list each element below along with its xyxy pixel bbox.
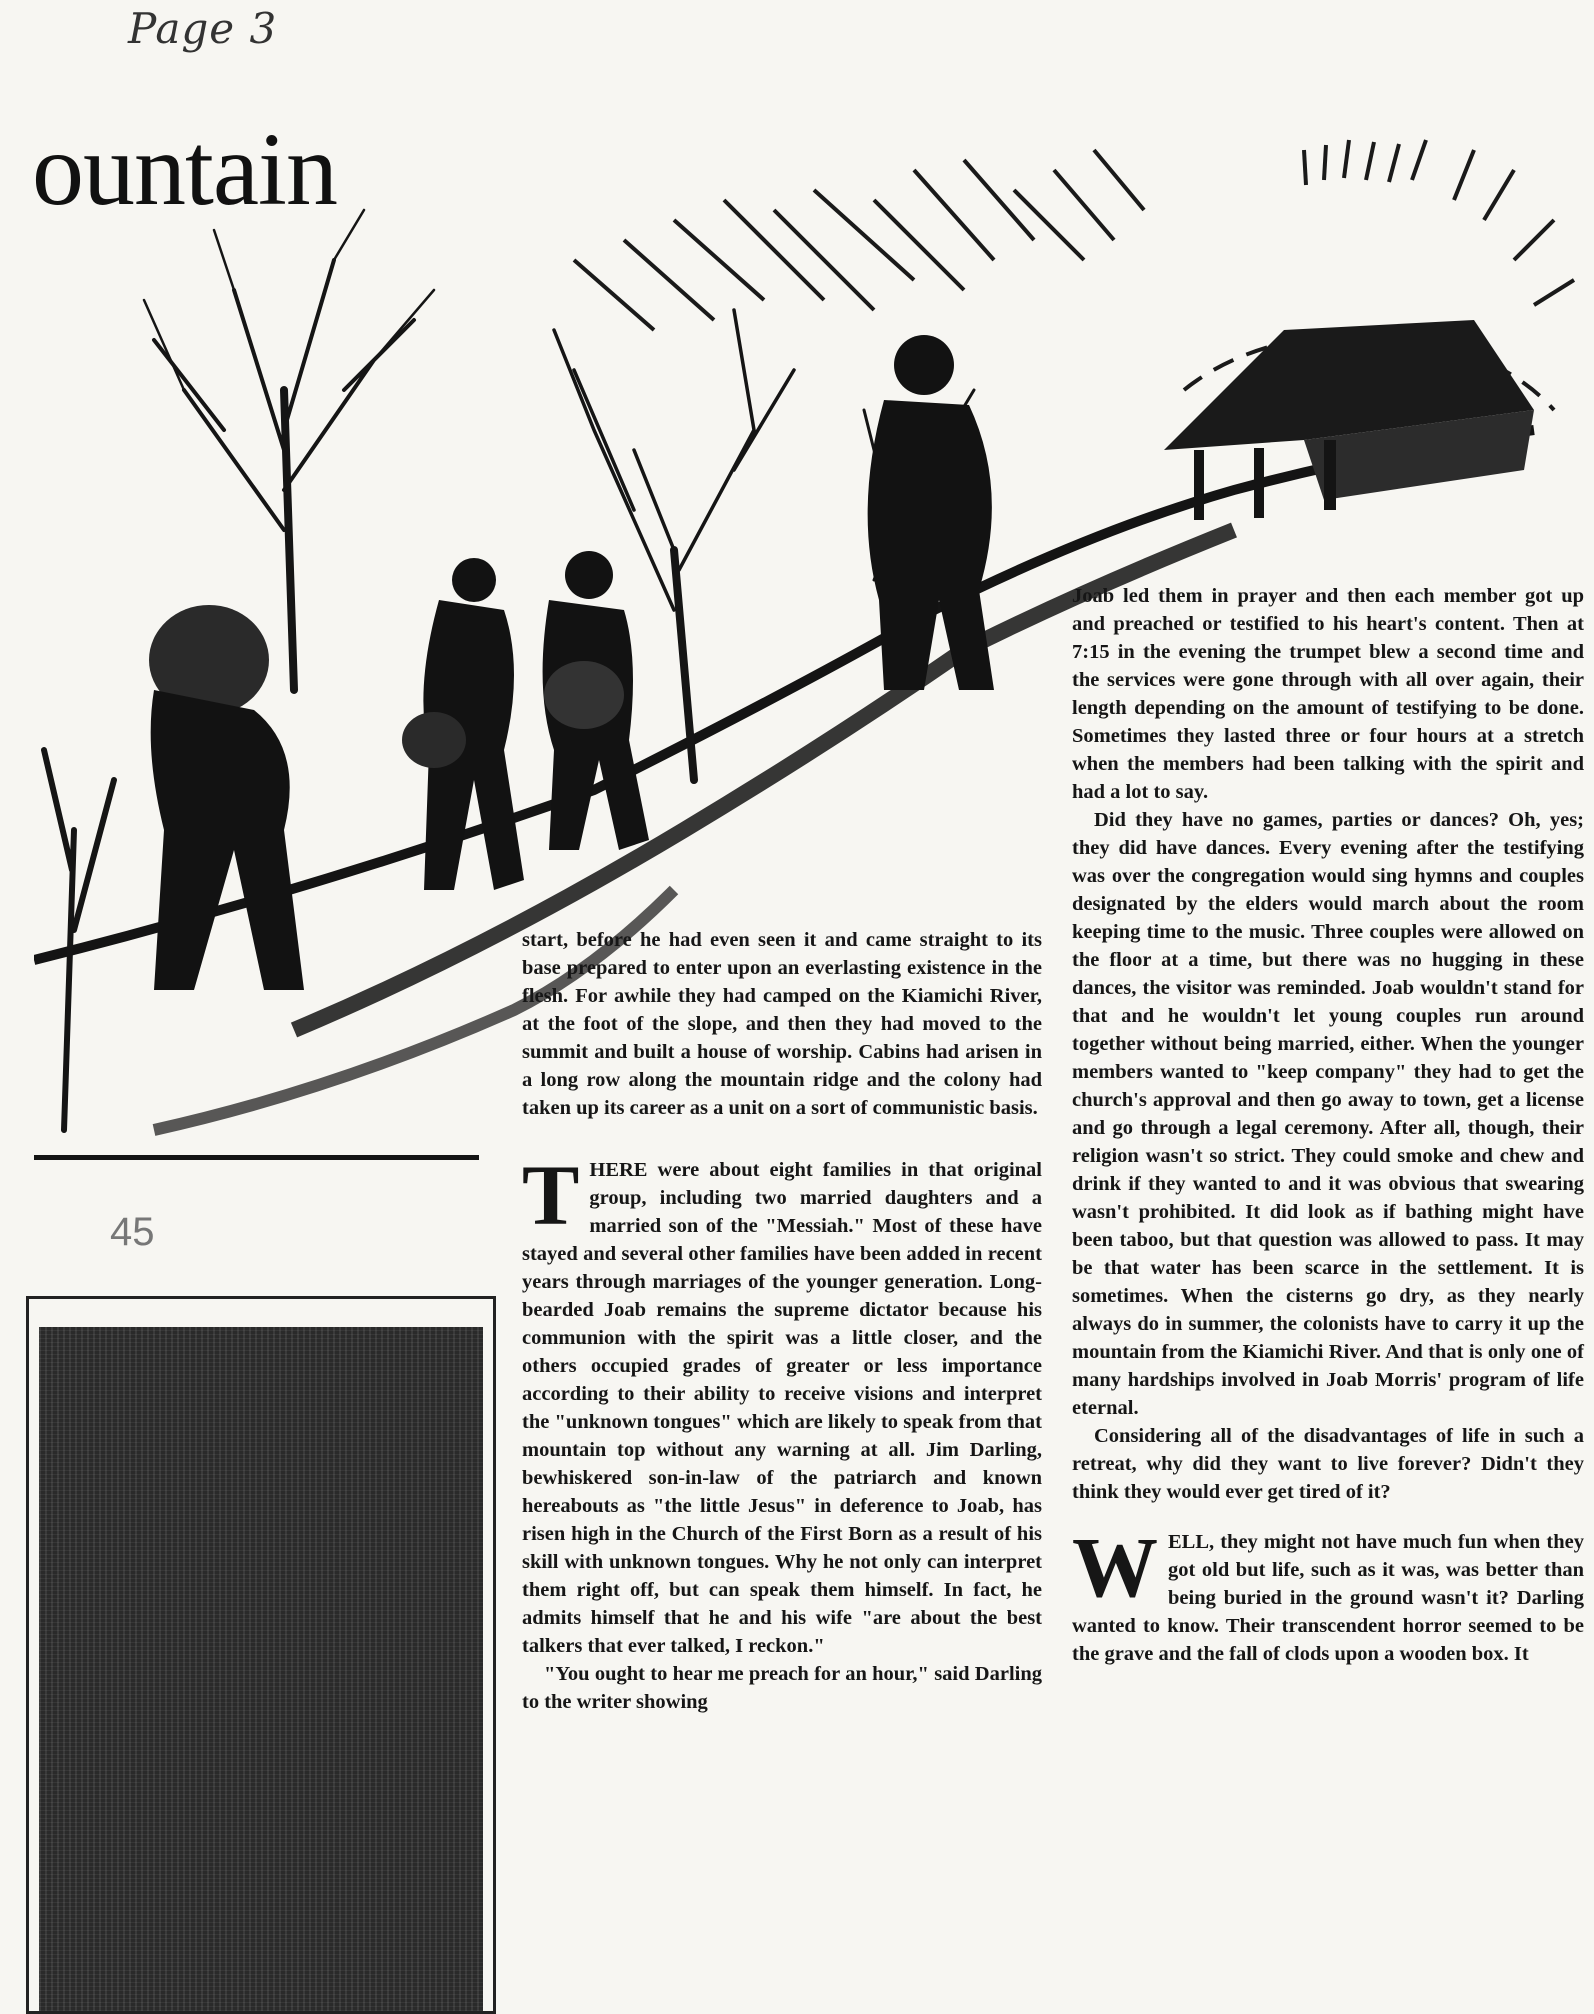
headline-fragment: ountain [32,112,337,227]
photo-frame [26,1296,496,2014]
halftone-photo [39,1327,483,2011]
middle-paragraph-3: "You ought to hear me preach for an hour," said Darling to the writer showing [522,1663,1042,1713]
right-paragraph-3: Considering all of the disadvantages of life in such a retreat, why did they want to live forever? Didn't they think they would ever get tired of it? [1072,1425,1584,1503]
middle-paragraph-2: THERE were about eight families in that original group, including two married daughters and a married son of the "Messiah." Most of these have stayed and several other families have been added in recent years through marriages of the younger generation. Long-bearded Joab remains the supreme dictator because his communion with the spirit was a little closer, and the others occupied grades of greater or less importance according to their ability to receive visions and interpret the "unknown tongues" which are likely to speak from that mountain top without any warning at all. Jim Darling, bewhiskered son-in-law of the patriarch and known hereabouts as "the little Jesus" in deference to Joab, has risen high in the Church of the First Born as a result of his skill with unknown tongues. Why he not only can interpret them right off, but can speak them himself. In fact, he admits himself that he and his wife "are about the best talkers that ever talked, I reckon." [522,1147,1042,1657]
right-paragraph-4: WELL, they might not have much fun when they got old but life, such as it was, was better than being buried in the ground wasn't it? Darling wanted to know. Their transcendent horror seemed to be the grave and the fall of clods upon a wooden box. It [1072,1519,1584,1665]
dropcap-t: T [522,1147,580,1243]
right-paragraph-1: Joab led them in prayer and then each member got up and preached or testified to his heart's content. Then at 7:15 in the evening the trumpet blew a second time and the services were gone through with all over again, their length depending on the amount of testifying to be done. Sometimes they lasted three or four hours at a stretch when the members had been talking with the spirit and had a lot to say. [1072,585,1584,803]
sun-rays [574,140,1574,330]
page-number-fragment: 45 [110,1210,155,1254]
handwritten-page-note: Page 3 [128,4,278,53]
middle-column [522,926,1042,1716]
right-paragraph-2: Did they have no games, parties or dances? Oh, yes; they did have dances. Every evening after the testifying was over the congregation would sing hymns and couples designated by the elders would march about the room keeping time to the music. Three couples were allowed on the floor at a time, but there was no hugging in these dances, the visitor was reminded. Joab wouldn't stand for that and he wouldn't let young couples run around together without being married, either. When the younger members wanted to "keep company" they had to get the church's approval and then go away to town, get a license and go through a legal ceremony. After all, though, their religion wasn't so strict. They could smoke and chew and drink if they wanted to and it was obvious that swearing wasn't prohibited. It did look as if bathing might have been taboo, but that question was allowed to pass. It may be that water has been scarce in the settlement. It is sometimes. When the cisterns go dry, as they nearly always do in summer, the colonists have to carry it up the mountain from the Kiamichi River. And that is only one of many hardships involved in Joab Morris' program of life eternal. [1072,809,1584,1419]
right-column [1072,582,1584,1668]
middle-paragraph-1: start, before he had even seen it and came straight to its base prepared to enter upon an everlasting existence in the flesh. For awhile they had camped on the Kiamichi River, at the foot of the slope, and then they had moved to the summit and built a house of worship. Cabins had arisen in a long row along the mountain ridge and the colony had taken up its career as a unit on a sort of communistic basis. [522,929,1042,1119]
dropcap-w: W [1072,1519,1158,1615]
